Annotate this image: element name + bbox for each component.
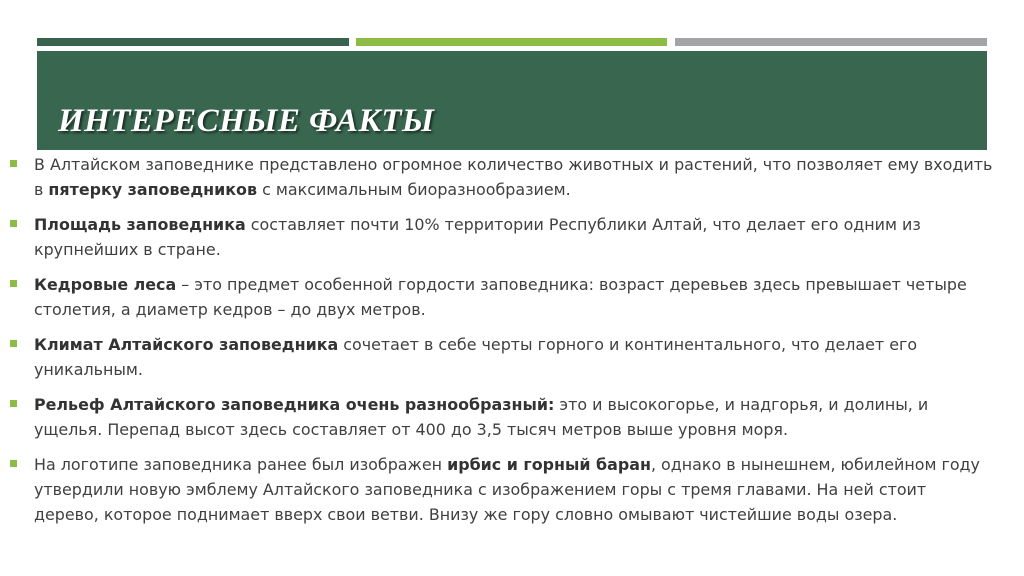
bullet-text xyxy=(34,332,994,382)
list-item xyxy=(0,152,1024,202)
bullet-text-bold: пятерку заповедников xyxy=(48,180,258,199)
bullet-square-icon xyxy=(10,160,17,167)
top-accent-bar-gray xyxy=(675,38,987,46)
bullet-text-post: , однако в нынешнем, юбилейном году утвердили новую эмблему Алтайского заповедника с изображением горы с тремя главами. На ней стоит дерево, которое поднимает вверх свои ветви. Внизу же гору словно омывают чистейшие воды озера. xyxy=(34,455,980,524)
bullet-text xyxy=(34,212,994,262)
slide-title: ИНТЕРЕСНЫЕ ФАКТЫ xyxy=(58,103,435,139)
bullet-text xyxy=(34,392,994,442)
bullet-text-post: сочетает в себе черты горного и континентального, что делает его уникальным. xyxy=(34,335,918,379)
bullet-square-icon xyxy=(10,460,17,467)
list-item xyxy=(0,392,1024,442)
bullet-text-post: это и высокогорье, и надгорья, и долины, и ущелья. Перепад высот здесь составляет от 400 до 3,5 тысяч метров выше уровня моря. xyxy=(34,395,929,439)
bullet-text xyxy=(34,152,994,202)
top-accent-bar-dark-green xyxy=(37,38,349,46)
list-item xyxy=(0,452,1024,527)
bullet-square-icon xyxy=(10,340,17,347)
bullet-text xyxy=(34,272,994,322)
bullet-text-bold: Кедровые леса xyxy=(34,275,177,294)
bullet-text-bold: ирбис и горный баран xyxy=(447,455,651,474)
bullet-text xyxy=(34,452,994,527)
list-item xyxy=(0,272,1024,322)
bullet-text-pre: В Алтайском заповеднике представлено огромное количество животных и растений, что позволяет ему входить в xyxy=(34,155,993,199)
bullet-text-bold: Рельеф Алтайского заповедника очень разнообразный: xyxy=(34,395,555,414)
bullet-text-bold: Площадь заповедника xyxy=(34,215,246,234)
bullet-text-pre: На логотипе заповедника ранее был изображен xyxy=(34,455,448,474)
top-accent-bar-light-green xyxy=(356,38,667,46)
bullet-square-icon xyxy=(10,280,17,287)
bullet-text-post: – это предмет особенной гордости заповедника: возраст деревьев здесь превышает четыре столетия, а диаметр кедров – до двух метров. xyxy=(34,275,967,319)
facts-list xyxy=(0,152,1024,537)
bullet-square-icon xyxy=(10,220,17,227)
bullet-text-post: с максимальным биоразнообразием. xyxy=(257,180,571,199)
bullet-square-icon xyxy=(10,400,17,407)
list-item xyxy=(0,212,1024,262)
bullet-text-post: составляет почти 10% территории Республики Алтай, что делает его одним из крупнейших в стране. xyxy=(34,215,921,259)
list-item xyxy=(0,332,1024,382)
bullet-text-bold: Климат Алтайского заповедника xyxy=(34,335,339,354)
